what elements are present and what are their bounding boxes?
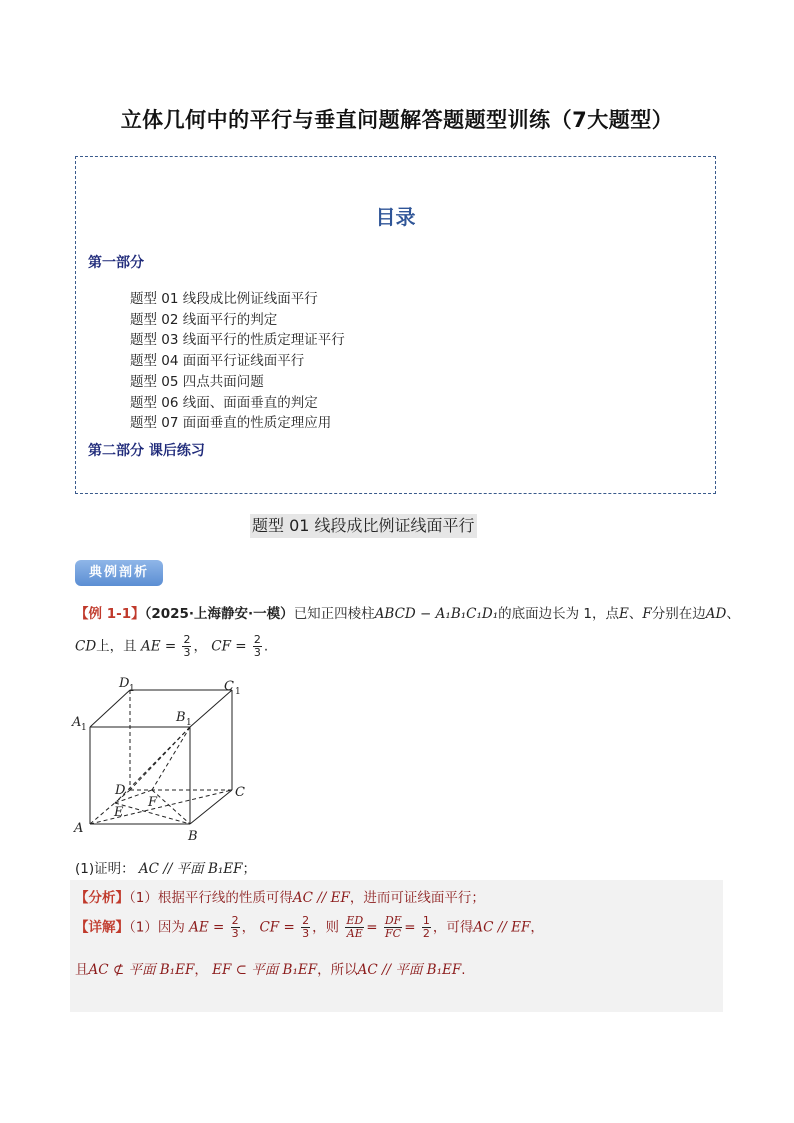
- detail-line-2: [75, 958, 466, 978]
- section-heading: 题型 01 线段成比例证线面平行: [250, 514, 477, 538]
- toc-list: [130, 289, 345, 434]
- toc-item[interactable]: 题型 06 线面、面面垂直的判定: [130, 394, 318, 411]
- denominator: FC: [385, 927, 402, 940]
- label-f: F: [148, 795, 158, 810]
- toc-item[interactable]: 题型 04 面面平行证线面平行: [130, 353, 305, 370]
- label-b: B: [188, 829, 198, 844]
- example-badge: 典例剖析: [75, 560, 163, 586]
- ae-expr: AE =: [140, 638, 177, 655]
- denominator: 3: [302, 927, 310, 940]
- label-d: D: [115, 783, 126, 798]
- detail-expr: AC // 平面 B₁EF: [357, 962, 462, 978]
- detail-expr: AC // EF: [473, 919, 531, 936]
- denominator: 3: [183, 646, 191, 659]
- label-e: E: [114, 805, 124, 820]
- prism-expr: ABCD − A₁B₁C₁D₁: [374, 606, 499, 622]
- separator: .: [263, 638, 269, 655]
- analysis-text: （1）根据平行线的性质可得: [129, 890, 293, 906]
- edge-cd: CD: [75, 638, 97, 655]
- example-text: 的底面边长为 1，点: [498, 606, 620, 622]
- detail-text: （1）因为: [129, 919, 185, 936]
- detail-text: ，则: [312, 919, 340, 936]
- fraction: [182, 634, 191, 659]
- label-c: C: [235, 785, 245, 800]
- cf-expr: CF =: [211, 638, 247, 655]
- detail-expr: EF ⊂ 平面 B₁EF: [212, 962, 318, 978]
- separator: ，: [530, 919, 544, 936]
- analysis-tag: 【分析】: [75, 890, 129, 906]
- example-statement: [75, 602, 740, 622]
- denominator: 3: [253, 646, 261, 659]
- toc-item[interactable]: 题型 05 四点共面问题: [130, 373, 264, 390]
- detail-text: ，可得: [432, 919, 474, 936]
- denominator: 2: [422, 927, 430, 940]
- toc-part1[interactable]: 第一部分: [88, 255, 144, 271]
- point-f: F: [642, 606, 652, 622]
- example-text: 上，且: [96, 638, 137, 655]
- question-text: 证明：: [94, 861, 135, 877]
- numerator: 1: [422, 914, 430, 927]
- toc-item[interactable]: 题型 02 线面平行的判定: [130, 311, 278, 328]
- label-sub: 1: [186, 718, 192, 728]
- label-c1: C: [224, 679, 234, 694]
- fraction: [422, 915, 431, 940]
- separator: ，: [193, 638, 207, 655]
- point-e: E: [619, 606, 629, 622]
- fraction: [345, 915, 364, 940]
- detail-text: ，所以: [317, 962, 358, 978]
- fraction: [231, 915, 240, 940]
- fraction: [301, 915, 310, 940]
- edge-ad: AD: [705, 606, 727, 622]
- separator: 、: [628, 606, 643, 622]
- prism-figure: [70, 670, 250, 845]
- label-sub: 1: [129, 684, 135, 694]
- denominator: AE: [346, 927, 363, 940]
- separator: ；: [242, 861, 257, 877]
- separator: ，: [241, 919, 256, 936]
- denominator: 3: [231, 927, 239, 940]
- label-a1: A: [72, 715, 82, 730]
- numerator: 2: [183, 633, 191, 646]
- table-of-contents: [75, 156, 716, 494]
- question-1: [75, 857, 256, 877]
- numerator: DF: [384, 914, 402, 927]
- page-title: 立体几何中的平行与垂直问题解答题题型训练（7大题型）: [120, 108, 674, 132]
- example-tag: 【例 1-1】: [75, 606, 145, 622]
- separator: .: [461, 962, 466, 978]
- analysis-expr: AC // EF: [292, 890, 350, 906]
- equals: =: [404, 919, 416, 936]
- detail-text: 且: [75, 962, 89, 978]
- fraction: [253, 634, 262, 659]
- question-expr: AC // 平面 B₁EF: [138, 861, 243, 877]
- separator: ，: [194, 962, 208, 978]
- analysis-text: ，进而可证线面平行；: [349, 890, 485, 906]
- numerator: ED: [346, 914, 364, 927]
- label-sub: 1: [81, 723, 87, 733]
- fraction: [384, 915, 402, 940]
- detail-line-1: [75, 915, 544, 940]
- label-a: A: [74, 821, 84, 836]
- numerator: 2: [231, 914, 239, 927]
- example-statement-2: [75, 634, 268, 659]
- toc-item[interactable]: 题型 07 面面垂直的性质定理应用: [130, 415, 332, 432]
- separator: 、: [726, 606, 740, 622]
- toc-heading: 目录: [375, 205, 416, 229]
- numerator: 2: [302, 914, 310, 927]
- toc-item[interactable]: 题型 03 线面平行的性质定理证平行: [130, 332, 345, 349]
- example-text: 分别在边: [651, 606, 706, 622]
- detail-expr: AC ⊄ 平面 B₁EF: [88, 962, 195, 978]
- numerator: 2: [253, 633, 261, 646]
- question-number: (1): [75, 861, 95, 877]
- analysis-line: [75, 886, 485, 906]
- example-text: 已知正四棱柱: [293, 606, 375, 622]
- equals: =: [366, 919, 378, 936]
- toc-part2[interactable]: 第二部分 课后练习: [88, 443, 205, 459]
- cf-expr: CF =: [259, 919, 295, 936]
- toc-item[interactable]: 题型 01 线段成比例证线面平行: [130, 291, 318, 307]
- ae-expr: AE =: [189, 919, 225, 936]
- label-d1: D: [119, 676, 130, 691]
- detail-tag: 【详解】: [75, 919, 129, 936]
- example-source: （2025·上海静安·一模）: [144, 606, 294, 622]
- label-b1: B: [176, 710, 186, 725]
- label-sub: 1: [235, 687, 241, 697]
